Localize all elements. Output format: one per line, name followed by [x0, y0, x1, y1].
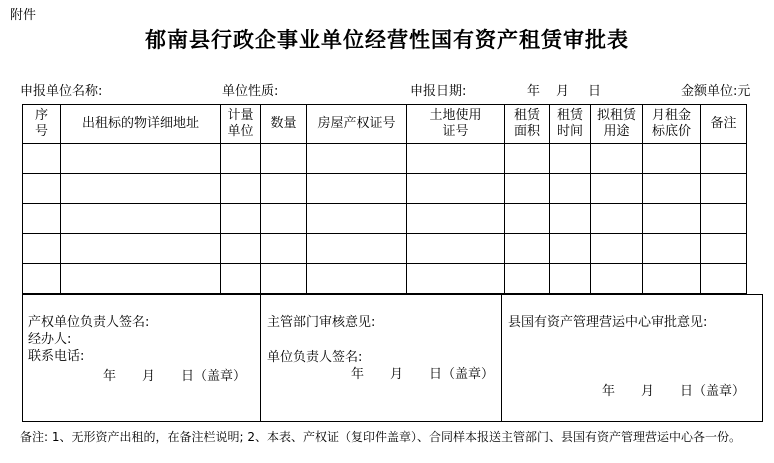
table-cell[interactable] — [505, 204, 550, 234]
table-cell[interactable] — [407, 234, 505, 264]
table-cell[interactable] — [407, 264, 505, 294]
table-cell[interactable] — [221, 204, 261, 234]
column-header — [505, 105, 550, 144]
date-label: 申报日期: — [410, 84, 467, 99]
table-cell[interactable] — [407, 144, 505, 174]
center-approval-box — [501, 294, 763, 422]
table-cell[interactable] — [307, 144, 407, 174]
asset-table — [22, 104, 747, 294]
table-cell[interactable] — [61, 234, 221, 264]
column-header — [307, 105, 407, 144]
column-header-text: 出租标的物详细地址 — [81, 116, 199, 131]
table-cell[interactable] — [221, 264, 261, 294]
column-header-text: 时间 — [556, 124, 583, 139]
unit-type-label: 单位性质: — [222, 84, 279, 99]
column-header-text: 单位 — [227, 124, 254, 139]
table-cell[interactable] — [221, 174, 261, 204]
table-row — [23, 144, 747, 174]
column-header — [591, 105, 643, 144]
table-cell[interactable] — [591, 144, 643, 174]
column-header — [61, 105, 221, 144]
column-header-text: 数量 — [270, 116, 297, 131]
table-cell[interactable] — [261, 234, 307, 264]
column-header — [643, 105, 701, 144]
table-cell[interactable] — [643, 174, 701, 204]
column-header-text: 面积 — [513, 124, 540, 139]
currency-unit-label: 金额单位:元 — [681, 84, 751, 99]
table-cell[interactable] — [23, 234, 61, 264]
center-date-seal: 年 月 日（盖章） — [602, 384, 746, 399]
table-cell[interactable] — [61, 174, 221, 204]
dept-review-box — [260, 294, 502, 422]
table-cell[interactable] — [23, 204, 61, 234]
table-cell[interactable] — [221, 234, 261, 264]
column-header-text: 序 — [34, 108, 48, 123]
table-cell[interactable] — [591, 174, 643, 204]
column-header-text: 月租金 — [651, 108, 691, 123]
dept-review-label: 主管部门审核意见: — [267, 315, 376, 330]
footnote: 备注: 1、无形资产出租的，在备注栏说明; 2、本表、产权证（复印件盖章）、合同样本报送主管部门、县国有资产管理营运中心各一份。 — [20, 430, 741, 444]
table-cell[interactable] — [23, 144, 61, 174]
table-cell[interactable] — [61, 144, 221, 174]
month-label: 月 — [556, 84, 570, 99]
table-row — [23, 264, 747, 294]
column-header-text: 土地使用 — [429, 108, 482, 123]
owner-leader-label: 产权单位负责人签名: — [28, 315, 150, 330]
table-cell[interactable] — [407, 174, 505, 204]
table-cell[interactable] — [221, 144, 261, 174]
table-cell[interactable] — [643, 144, 701, 174]
owner-date-seal: 年 月 日（盖章） — [103, 369, 247, 384]
table-cell[interactable] — [550, 204, 591, 234]
year-label: 年 — [527, 84, 541, 99]
table-cell[interactable] — [701, 144, 747, 174]
table-row — [23, 234, 747, 264]
column-header — [261, 105, 307, 144]
table-cell[interactable] — [550, 264, 591, 294]
table-cell[interactable] — [701, 174, 747, 204]
form-title: 郁南县行政企事业单位经营性国有资产租赁审批表 — [145, 27, 629, 52]
dept-leader-label: 单位负责人签名: — [267, 350, 363, 365]
table-cell[interactable] — [61, 204, 221, 234]
table-cell[interactable] — [61, 264, 221, 294]
table-cell[interactable] — [307, 174, 407, 204]
column-header-text: 计量 — [227, 108, 254, 123]
table-cell[interactable] — [261, 174, 307, 204]
column-header-text: 租赁 — [513, 108, 540, 123]
handler-label: 经办人: — [28, 332, 72, 347]
column-header — [407, 105, 505, 144]
column-header-text: 号 — [34, 124, 48, 139]
table-cell[interactable] — [550, 234, 591, 264]
table-cell[interactable] — [23, 174, 61, 204]
table-cell[interactable] — [701, 204, 747, 234]
table-cell[interactable] — [643, 204, 701, 234]
table-cell[interactable] — [505, 234, 550, 264]
table-cell[interactable] — [701, 264, 747, 294]
table-cell[interactable] — [643, 234, 701, 264]
table-cell[interactable] — [505, 144, 550, 174]
column-header-text: 拟租赁 — [596, 108, 636, 123]
column-header — [701, 105, 747, 144]
table-row — [23, 174, 747, 204]
column-header-text: 房屋产权证号 — [317, 116, 396, 131]
table-cell[interactable] — [261, 204, 307, 234]
column-header-text: 证号 — [442, 124, 469, 139]
table-cell[interactable] — [591, 204, 643, 234]
table-cell[interactable] — [261, 264, 307, 294]
table-cell[interactable] — [407, 204, 505, 234]
column-header-text: 用途 — [603, 124, 630, 139]
column-header — [221, 105, 261, 144]
table-cell[interactable] — [591, 234, 643, 264]
owner-sign-box — [22, 294, 261, 422]
table-row — [23, 204, 747, 234]
table-cell[interactable] — [505, 174, 550, 204]
table-cell[interactable] — [505, 264, 550, 294]
center-approval-label: 县国有资产管理营运中心审批意见: — [508, 315, 708, 330]
column-header-text: 租赁 — [556, 108, 583, 123]
table-cell[interactable] — [307, 204, 407, 234]
column-header — [23, 105, 61, 144]
attachment-label: 附件 — [10, 8, 37, 23]
column-header-text: 标底价 — [651, 124, 691, 139]
table-cell[interactable] — [307, 234, 407, 264]
table-cell[interactable] — [23, 264, 61, 294]
phone-label: 联系电话: — [28, 349, 85, 364]
column-header-text: 备注 — [710, 116, 737, 131]
table-cell[interactable] — [261, 144, 307, 174]
table-cell[interactable] — [550, 144, 591, 174]
day-label: 日 — [588, 84, 602, 99]
table-cell[interactable] — [701, 234, 747, 264]
table-cell[interactable] — [591, 264, 643, 294]
table-cell[interactable] — [550, 174, 591, 204]
applicant-label: 申报单位名称: — [20, 84, 103, 99]
table-header-row — [23, 105, 747, 144]
dept-date-seal: 年 月 日（盖章） — [351, 367, 495, 382]
table-cell[interactable] — [643, 264, 701, 294]
table-cell[interactable] — [307, 264, 407, 294]
column-header — [550, 105, 591, 144]
